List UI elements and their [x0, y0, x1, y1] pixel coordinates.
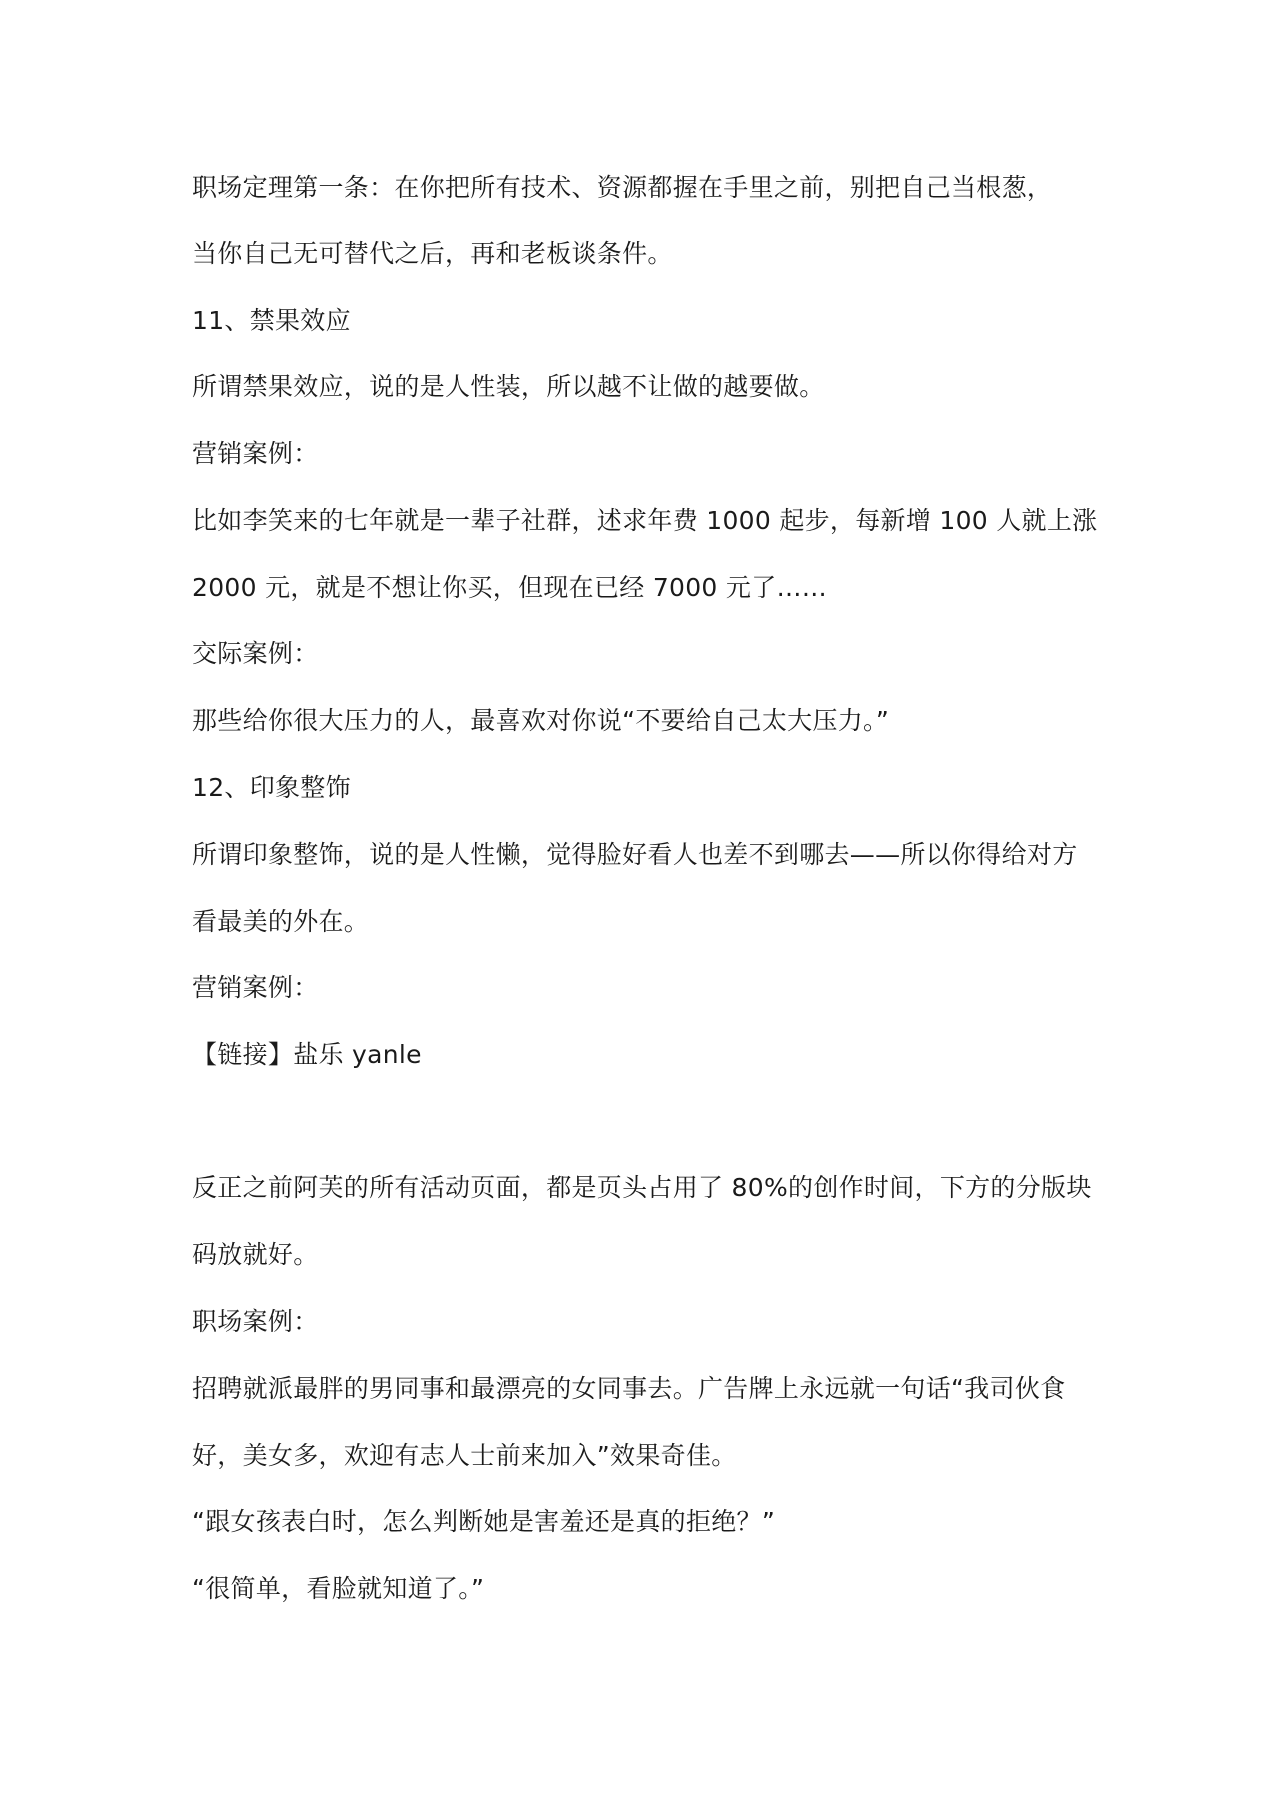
- section-heading: 11、禁果效应: [192, 306, 351, 335]
- paragraph-line: 所谓禁果效应，说的是人性装，所以越不让做的越要做。: [192, 372, 825, 401]
- case-label: 营销案例：: [192, 439, 319, 468]
- paragraph-line: 当你自己无可替代之后，再和老板谈条件。: [192, 239, 673, 268]
- paragraph-line: 2000 元，就是不想让你买，但现在已经 7000 元了……: [192, 573, 828, 602]
- paragraph-line: 码放就好。: [192, 1240, 319, 1269]
- case-label: 营销案例：: [192, 973, 319, 1002]
- case-label: 交际案例：: [192, 639, 319, 668]
- paragraph-line: 看最美的外在。: [192, 907, 370, 936]
- case-label: 职场案例：: [192, 1307, 319, 1336]
- link-text[interactable]: 【链接】盐乐 yanle: [192, 1040, 422, 1069]
- paragraph-line: 那些给你很大压力的人，最喜欢对你说“不要给自己太大压力。”: [192, 706, 890, 735]
- quote-line: “跟女孩表白时，怎么判断她是害羞还是真的拒绝？”: [192, 1507, 776, 1536]
- paragraph-line: 招聘就派最胖的男同事和最漂亮的女同事去。广告牌上永远就一句话“我司伙食: [192, 1374, 1066, 1403]
- paragraph-line: 好，美女多，欢迎有志人士前来加入”效果奇佳。: [192, 1441, 737, 1470]
- paragraph-line: 反正之前阿芙的所有活动页面，都是页头占用了 80%的创作时间，下方的分版块: [192, 1173, 1092, 1202]
- section-heading: 12、印象整饰: [192, 773, 351, 802]
- paragraph-line: 职场定理第一条：在你把所有技术、资源都握在手里之前，别把自己当根葱，: [192, 173, 1053, 202]
- quote-line: “很简单，看脸就知道了。”: [192, 1574, 485, 1603]
- paragraph-line: 比如李笑来的七年就是一辈子社群，述求年费 1000 起步，每新增 100 人就上涨: [192, 506, 1098, 535]
- paragraph-line: 所谓印象整饰，说的是人性懒，觉得脸好看人也差不到哪去——所以你得给对方: [192, 840, 1078, 869]
